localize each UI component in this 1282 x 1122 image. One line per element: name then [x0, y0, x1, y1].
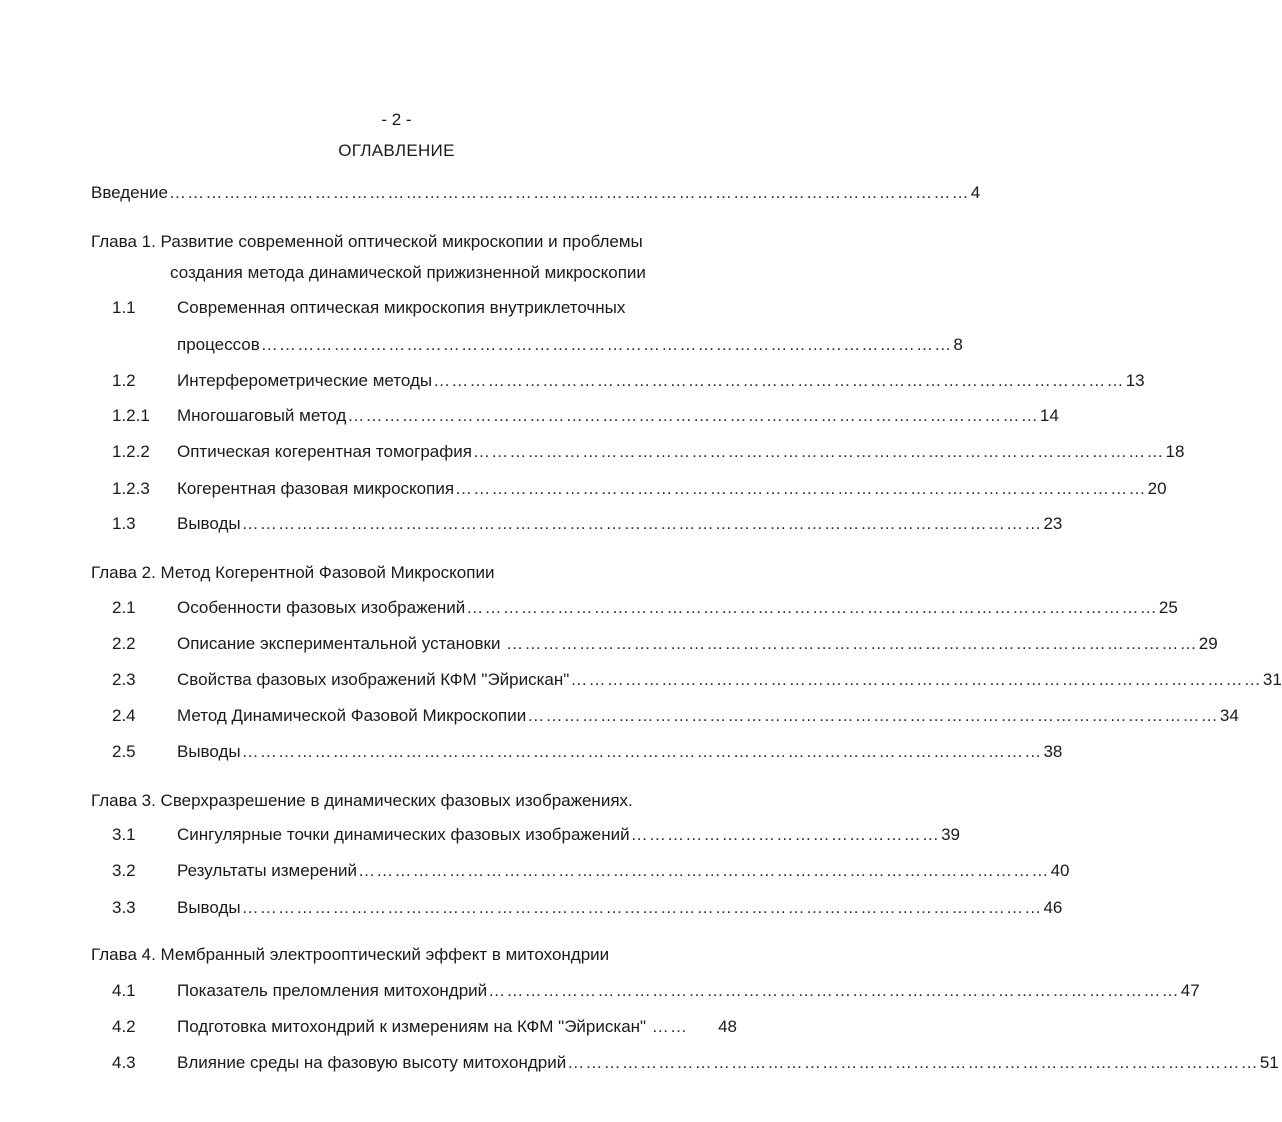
toc-entry-num: 1.2: [112, 371, 136, 390]
toc-entry-page: 25: [1158, 598, 1178, 617]
dot-leader: ……………………………………………………………………………………………………: [455, 479, 1147, 498]
toc-entry-2-1[interactable]: [177, 596, 1178, 620]
toc-entry-page: 31: [1262, 670, 1282, 689]
toc-entry-page: 51: [1259, 1053, 1279, 1072]
toc-entry-page: 14: [1039, 406, 1059, 425]
toc-entry-text: Особенности фазовых изображений: [177, 598, 466, 617]
toc-entry-text: Выводы: [177, 742, 241, 761]
dot-leader: ……: [651, 1017, 689, 1036]
page-title: ОГЛАВЛЕНИЕ: [338, 141, 455, 160]
toc-entry-text: Метод Динамической Фазовой Микроскопии: [177, 706, 527, 725]
toc-entry-text: Выводы: [177, 898, 241, 917]
toc-entry-text: процессов: [177, 335, 260, 354]
dot-leader: ……………………………………………………………………………………………………………………: [241, 898, 1043, 917]
toc-entry-page: 8: [953, 335, 963, 354]
toc-entry-text: Подготовка митохондрий к измерениям на КФМ "Эйрискан": [177, 1017, 651, 1036]
toc-entry-1-1-line1: [177, 296, 737, 320]
toc-entry-page: 48: [718, 1017, 737, 1036]
toc-entry-num: 2.2: [112, 634, 136, 653]
toc-entry-text: Многошаговый метод: [177, 406, 347, 425]
toc-entry-text: Когерентная фазовая микроскопия: [177, 479, 455, 498]
toc-entry-page: 38: [1043, 742, 1063, 761]
toc-entry-4-2[interactable]: [177, 1015, 737, 1039]
toc-entry-num: 1.1: [112, 298, 136, 317]
page-number: - 2 -: [381, 110, 412, 129]
dot-leader: ……………………………………………………………………………………………………: [357, 861, 1050, 880]
toc-entry-num: 4.2: [112, 1017, 136, 1036]
toc-entry-num: 1.2.1: [112, 406, 150, 425]
toc-entry-2-3[interactable]: [177, 668, 1282, 692]
dot-leader: ……………………………………………………………………………………………………: [488, 981, 1180, 1000]
toc-entry-text: Выводы: [177, 514, 241, 533]
toc-entry-num: 1.2.2: [112, 442, 150, 461]
toc-entry-num: 3.1: [112, 825, 136, 844]
dot-leader: ……………………………………………………………………………………………………: [347, 406, 1039, 425]
toc-entry-num: 3.2: [112, 861, 136, 880]
dot-leader: ……………………………………………………………………………………………………………………: [168, 183, 970, 202]
toc-entry-1-2[interactable]: [177, 369, 1145, 393]
toc-entry-page: 46: [1043, 898, 1063, 917]
toc-entry-1-2-2[interactable]: [177, 440, 1185, 464]
toc-entry-num: 3.3: [112, 898, 136, 917]
toc-entry-2-4[interactable]: [177, 704, 1239, 728]
toc-entry-num: 2.1: [112, 598, 136, 617]
toc-entry-4-1[interactable]: [177, 979, 1200, 1003]
toc-entry-text: Сингулярные точки динамических фазовых изображений: [177, 825, 630, 844]
toc-entry-page: 18: [1165, 442, 1185, 461]
toc-entry-2-5[interactable]: [177, 740, 1063, 764]
toc-entry-3-2[interactable]: [177, 859, 1070, 883]
chapter-3-title[interactable]: Глава 3. Сверхразрешение в динамических фазовых изображениях.: [91, 791, 633, 810]
dot-leader: ……………………………………………………………………………………………………………………: [241, 514, 1043, 533]
toc-entry-num: 4.1: [112, 981, 136, 1000]
toc-entry-page: 13: [1125, 371, 1145, 390]
dot-leader: ……………………………………………………………………………………………………: [260, 335, 953, 354]
chapter-4-title[interactable]: Глава 4. Мембранный электрооптический эффект в митохондрии: [91, 945, 610, 964]
toc-entry-1-3[interactable]: [177, 512, 1063, 536]
dot-leader: ……………………………………………………………………………………………………: [506, 634, 1198, 653]
toc-entry-text: Современная оптическая микроскопия внутриклеточных: [177, 298, 626, 317]
toc-entry-text: Результаты измерений: [177, 861, 357, 880]
toc-entry-3-3[interactable]: [177, 896, 1063, 920]
toc-entry-num: 1.2.3: [112, 479, 150, 498]
dot-leader: ……………………………………………………………………………………………………: [472, 442, 1165, 461]
toc-entry-text: Влияние среды на фазовую высоту митохондрий: [177, 1053, 567, 1072]
toc-entry-text: Оптическая когерентная томография: [177, 442, 472, 461]
toc-entry-page: 47: [1180, 981, 1200, 1000]
toc-entry-3-1[interactable]: [177, 823, 960, 847]
chapter-1-title[interactable]: Глава 1. Развитие современной оптической микроскопии и проблемы: [91, 232, 643, 251]
toc-entry-1-2-3[interactable]: [177, 477, 1167, 501]
toc-entry-intro[interactable]: [91, 181, 981, 205]
toc-entry-page: 4: [970, 183, 981, 202]
toc-entry-text: Показатель преломления митохондрий: [177, 981, 488, 1000]
toc-entry-text: Интерферометрические методы: [177, 371, 433, 390]
dot-leader: ……………………………………………………………………………………………………: [466, 598, 1158, 617]
toc-entry-num: 2.5: [112, 742, 136, 761]
toc-entry-page: 39: [941, 825, 960, 844]
toc-entry-2-2[interactable]: [177, 632, 1218, 656]
dot-leader: ……………………………………………………………………………………………………: [527, 706, 1219, 725]
toc-entry-num: 4.3: [112, 1053, 136, 1072]
toc-entry-page: 40: [1050, 861, 1070, 880]
dot-leader: ……………………………………………………………………………………………………………………: [241, 742, 1043, 761]
dot-leader: ……………………………………………………………………………………………………: [567, 1053, 1259, 1072]
toc-entry-page: 34: [1219, 706, 1239, 725]
dot-leader: ……………………………………………………………………………………………………: [433, 371, 1125, 390]
toc-entry-1-2-1[interactable]: [177, 404, 1059, 428]
toc-entry-text: Введение: [91, 183, 168, 202]
toc-entry-page: 29: [1198, 634, 1218, 653]
toc-entry-num: 1.3: [112, 514, 136, 533]
chapter-2-title[interactable]: Глава 2. Метод Когерентной Фазовой Микроскопии: [91, 563, 495, 582]
toc-entry-num: 2.3: [112, 670, 136, 689]
toc-entry-1-1[interactable]: [177, 333, 963, 357]
toc-entry-page: 23: [1043, 514, 1063, 533]
toc-entry-num: 2.4: [112, 706, 136, 725]
dot-leader: ……………………………………………: [630, 825, 941, 844]
toc-entry-text: Описание экспериментальной установки: [177, 634, 506, 653]
chapter-1-title-cont: создания метода динамической прижизненной микроскопии: [170, 263, 646, 282]
toc-entry-text: Свойства фазовых изображений КФМ "Эйрискан": [177, 670, 570, 689]
toc-entry-4-3[interactable]: [177, 1051, 1279, 1075]
dot-leader: ……………………………………………………………………………………………………: [570, 670, 1262, 689]
toc-entry-page: 20: [1147, 479, 1167, 498]
